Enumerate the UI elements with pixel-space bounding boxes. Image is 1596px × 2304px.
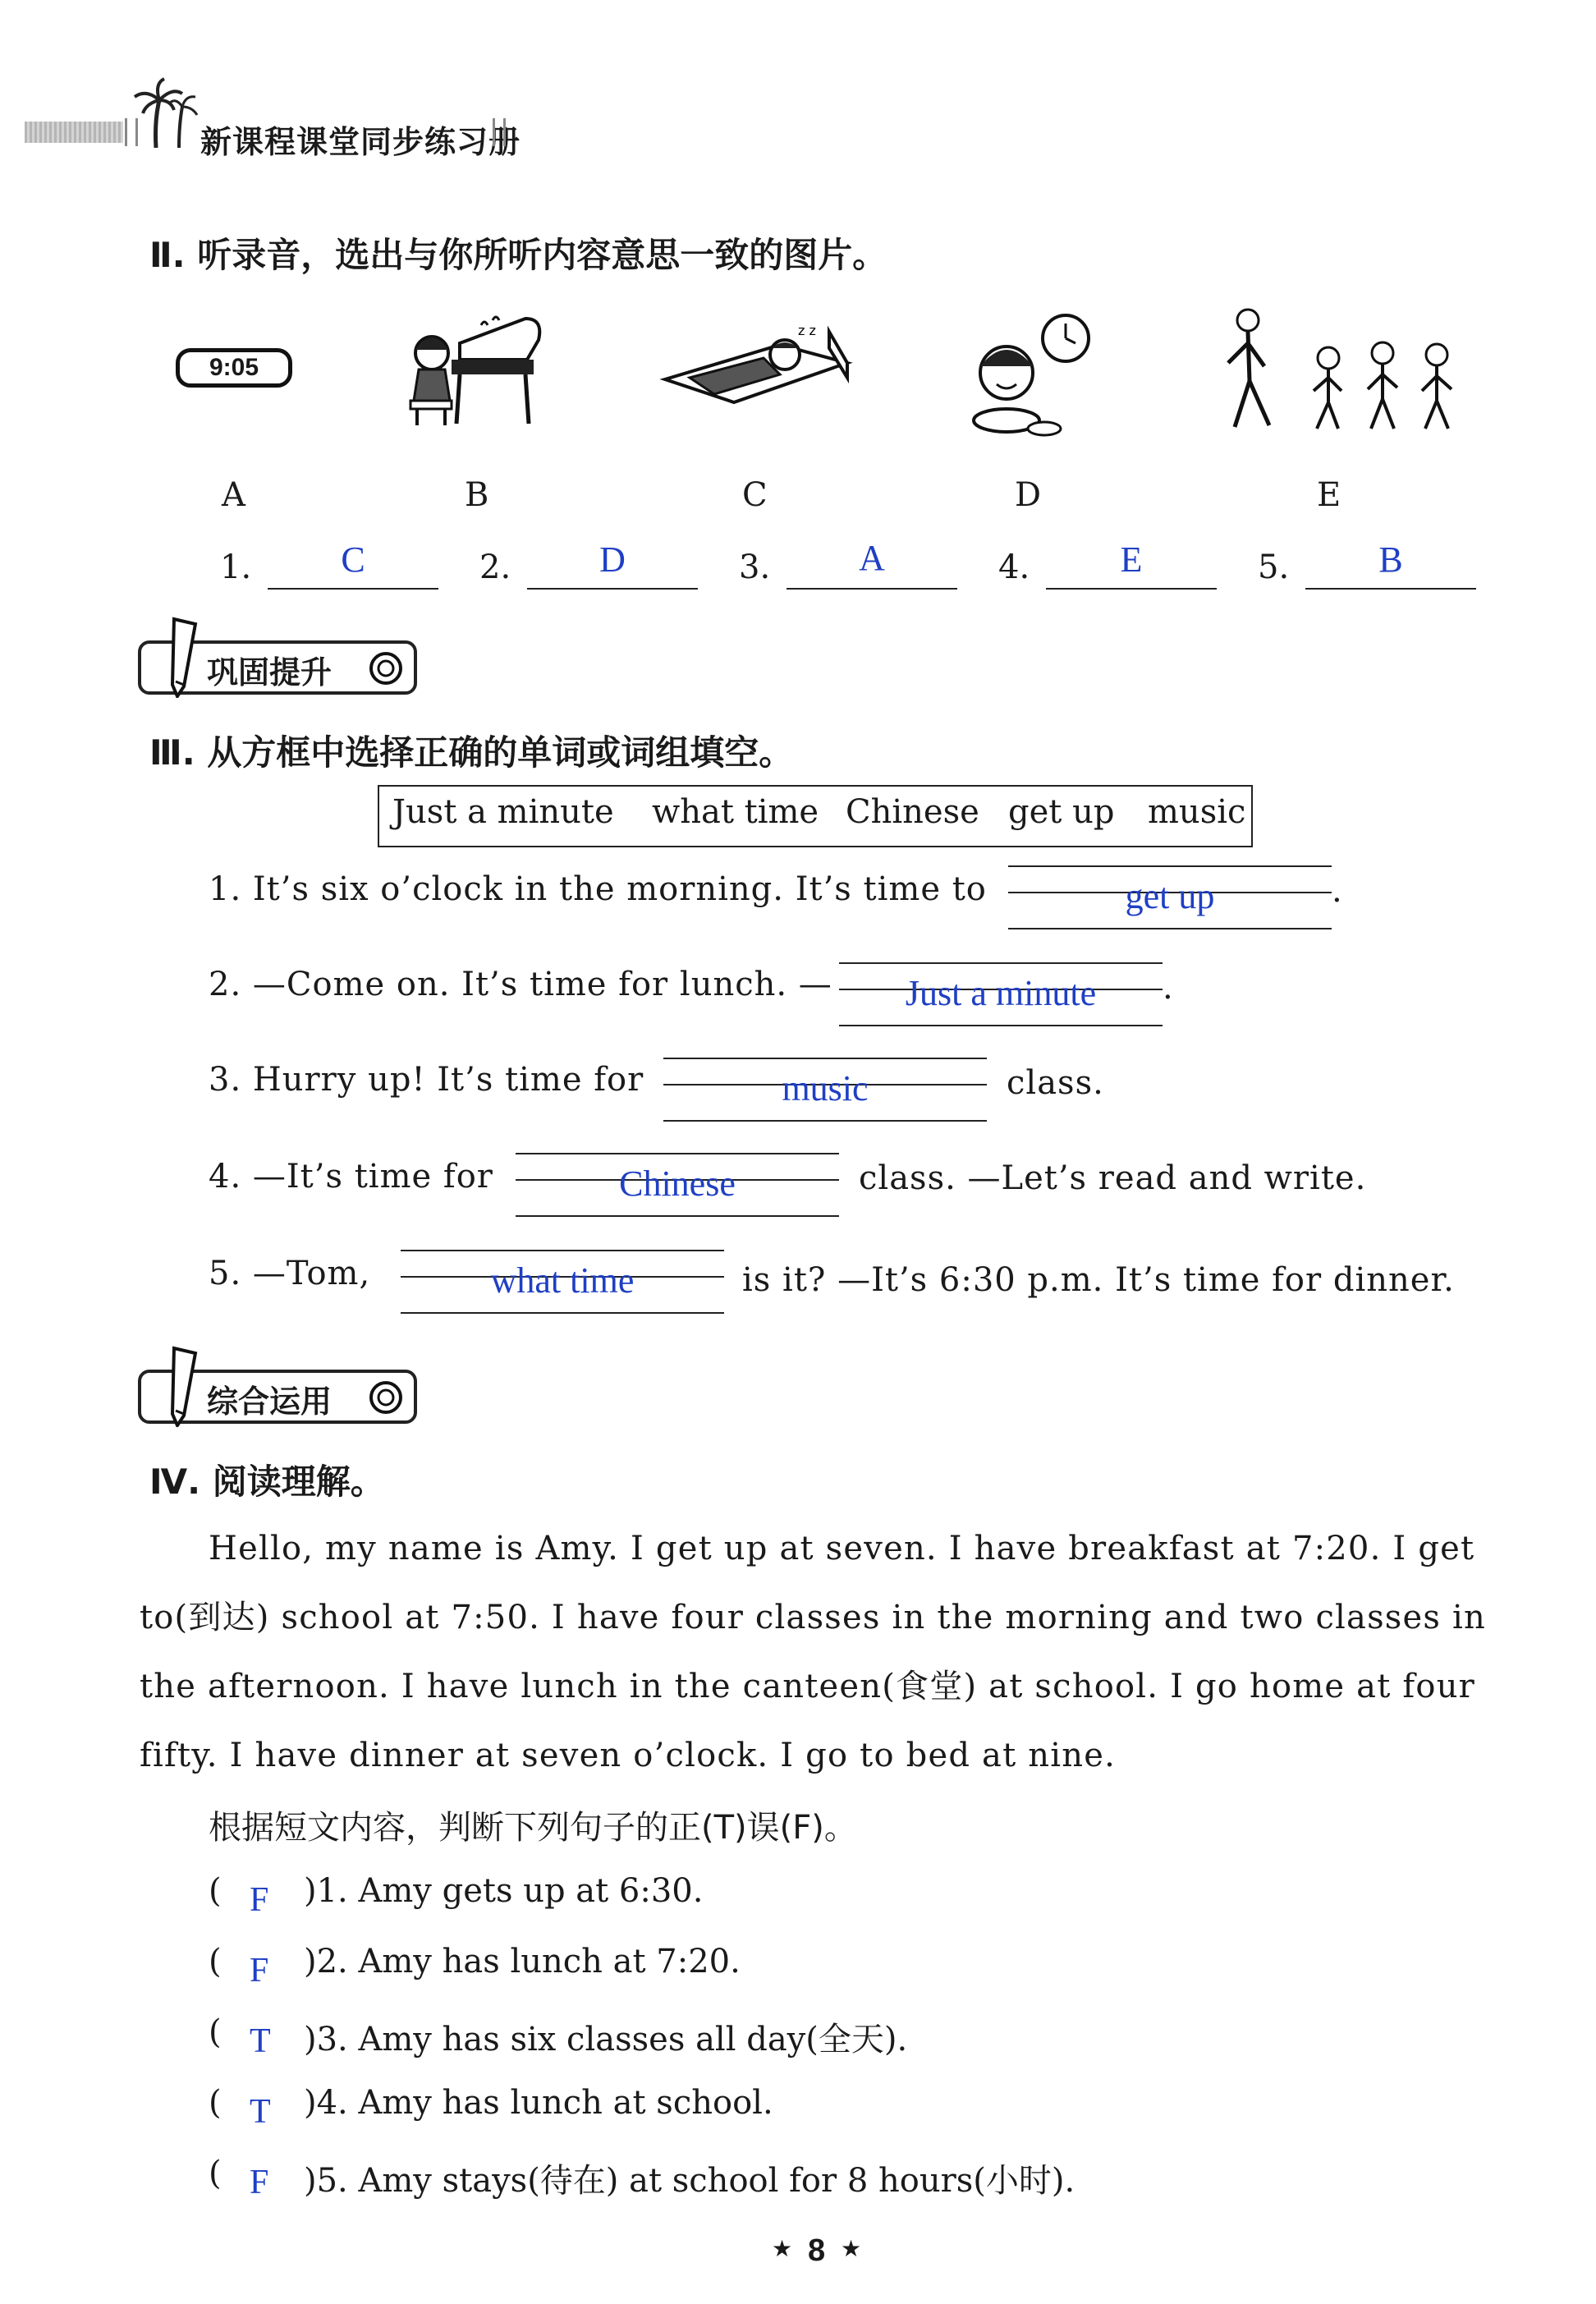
writing-line — [663, 1120, 987, 1122]
writing-line — [516, 1215, 839, 1217]
page-number: 8 — [808, 2233, 826, 2268]
header-divider-right — [493, 118, 506, 146]
tf-statement: )4. Amy has lunch at school. — [304, 2084, 773, 2122]
passage-line-3: the afternoon. I have lunch in the canteen(食堂) at school. I go home at four — [140, 1668, 1475, 1705]
question-1-text: 1. It’s six o’clock in the morning. It’s time to — [209, 870, 987, 908]
tf-statement: )3. Amy has six classes all day(全天). — [304, 2021, 908, 2058]
answer-text: what time — [490, 1260, 635, 1301]
question-2-text: 2. —Come on. It’s time for lunch. — — [209, 966, 832, 1003]
writing-line — [401, 1250, 724, 1251]
pencil-icon — [163, 1345, 204, 1427]
option-letter-a: A — [222, 476, 245, 514]
question-2-end: . — [1163, 969, 1174, 1007]
tf-open-paren: ( — [209, 2013, 222, 2051]
question-5-end: is it? —It’s 6:30 p.m. It’s time for dinner. — [742, 1261, 1455, 1299]
writing-line — [839, 962, 1163, 964]
star-icon: ★ — [772, 2235, 793, 2262]
badge-zonghe — [138, 1366, 417, 1425]
item-number: 4. — [998, 548, 1030, 586]
tf-answer: F — [250, 1881, 269, 1919]
tf-open-paren: ( — [209, 2084, 222, 2122]
answer-text: music — [782, 1068, 869, 1108]
section2-title: Ⅱ. 听录音，选出与你所听内容意思一致的图片。 — [149, 235, 887, 275]
answer-text: B — [1378, 539, 1403, 580]
badge-circle-icon — [368, 650, 404, 686]
question-4-text: 4. —It’s time for — [209, 1158, 493, 1196]
writing-line — [1008, 865, 1332, 867]
question-1-end: . — [1332, 872, 1343, 910]
boy-eating-clock-picture — [965, 312, 1098, 443]
word-option: music — [1148, 793, 1246, 831]
answer-text: A — [859, 538, 885, 578]
answer-text: Chinese — [619, 1163, 736, 1204]
answer-text: C — [341, 539, 365, 580]
question-3-text: 3. Hurry up! It’s time for — [209, 1061, 644, 1099]
tf-open-paren: ( — [209, 2155, 222, 2192]
clock-label-picture: 9:05 — [176, 348, 292, 388]
badge-circle-icon — [368, 1379, 404, 1416]
option-letter-b: B — [465, 476, 489, 514]
word-option: Just a minute — [392, 793, 614, 831]
palm-tree-icon — [131, 76, 205, 149]
answer-text: E — [1120, 539, 1143, 580]
header-title: 新课程课堂同步练习册 — [200, 124, 521, 160]
tf-statement: )5. Amy stays(待在) at school for 8 hours(小时). — [304, 2162, 1075, 2200]
tf-instruction: 根据短文内容，判断下列句子的正(T)误(F)。 — [209, 1809, 857, 1847]
tf-statement: )1. Amy gets up at 6:30. — [304, 1872, 704, 1910]
badge-title: 综合运用 — [207, 1384, 332, 1420]
writing-line — [1008, 928, 1332, 929]
item-number: 5. — [1258, 548, 1290, 586]
answer-text: D — [599, 539, 626, 580]
writing-line — [516, 1153, 839, 1154]
word-option: get up — [1008, 793, 1115, 831]
tf-answer: F — [250, 1952, 269, 1990]
tf-answer: F — [250, 2164, 269, 2201]
question-4-end: class. —Let’s read and write. — [859, 1159, 1367, 1197]
passage-line-2: to(到达) school at 7:50. I have four classes in the morning and two classes in — [140, 1599, 1487, 1636]
passage-line-1: Hello, my name is Amy. I get up at seven. I have breakfast at 7:20. I get — [209, 1530, 1475, 1567]
tf-statement: )2. Amy has lunch at 7:20. — [304, 1943, 741, 1980]
writing-line — [839, 1025, 1163, 1026]
tf-open-paren: ( — [209, 1872, 222, 1910]
section4-title: Ⅳ. 阅读理解。 — [149, 1462, 385, 1502]
question-3-end: class. — [1007, 1064, 1104, 1102]
option-letter-e: E — [1317, 476, 1341, 514]
option-letter-c: C — [742, 476, 768, 514]
writing-line — [663, 1058, 987, 1059]
item-number: 2. — [479, 548, 511, 586]
header-decor-bar — [25, 122, 123, 143]
word-option: what time — [652, 793, 819, 831]
tf-open-paren: ( — [209, 1943, 222, 1980]
sleeping-boy-picture — [657, 320, 855, 415]
item-number: 3. — [739, 548, 771, 586]
svg-text:z z: z z — [798, 323, 816, 338]
answer-text: get up — [1125, 876, 1215, 916]
passage-line-4: fifty. I have dinner at seven o’clock. I go to bed at nine. — [140, 1737, 1116, 1774]
writing-line — [401, 1312, 724, 1314]
item-number: 1. — [220, 548, 252, 586]
pencil-icon — [163, 616, 204, 698]
piano-girl-picture — [402, 310, 547, 430]
tf-answer: T — [250, 2093, 271, 2131]
word-option: Chinese — [846, 793, 979, 831]
badge-gonggu — [138, 637, 417, 696]
question-5-text: 5. —Tom, — [209, 1255, 371, 1292]
badge-title: 巩固提升 — [207, 654, 332, 691]
section3-title: Ⅲ. 从方框中选择正确的单词或词组填空。 — [149, 732, 794, 773]
star-icon: ★ — [841, 2235, 862, 2262]
answer-text: Just a minute — [905, 973, 1097, 1013]
option-letter-d: D — [1015, 476, 1042, 514]
walking-people-picture — [1223, 305, 1466, 442]
tf-answer: T — [250, 2022, 271, 2060]
